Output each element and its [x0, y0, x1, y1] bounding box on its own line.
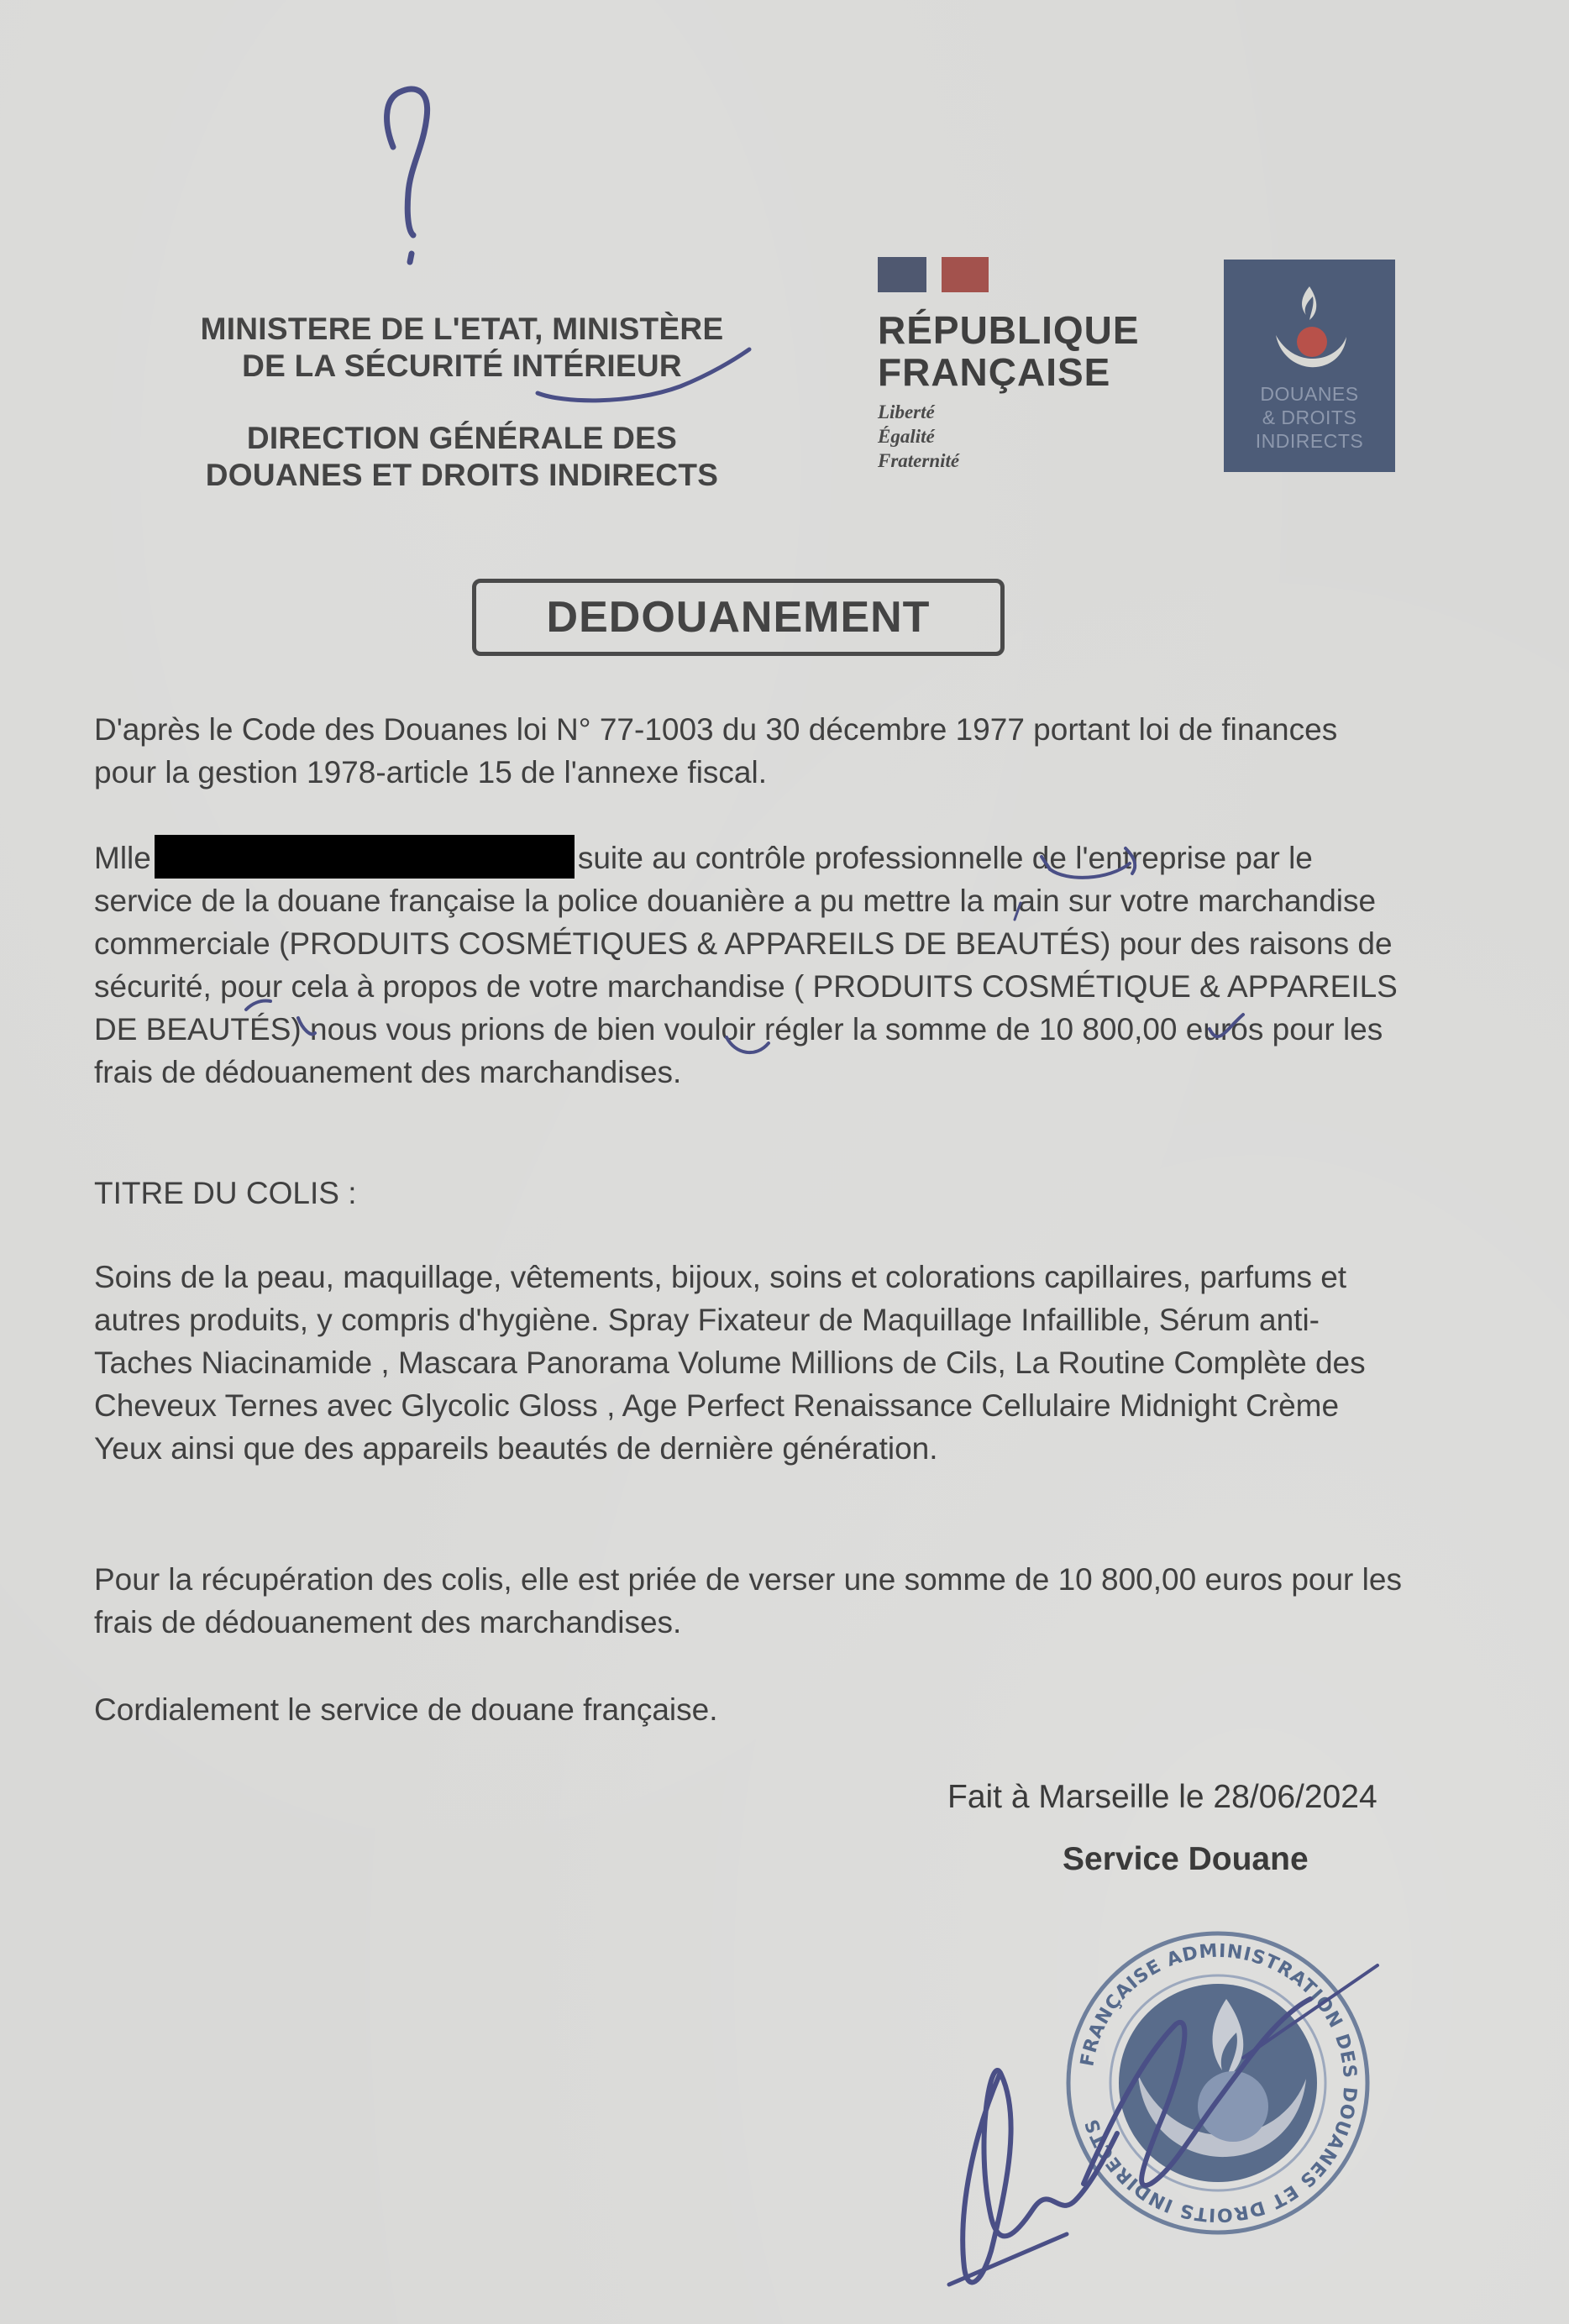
- dgddi-text-2: & DROITS: [1262, 407, 1357, 428]
- closing-line: Cordialement le service de douane française.: [94, 1692, 718, 1727]
- place-and-date: Fait à Marseille le 28/06/2024: [947, 1779, 1377, 1815]
- ministry-line-2: DE LA SÉCURITÉ INTÉRIEUR: [242, 349, 682, 383]
- handwritten-signature: [941, 1932, 1411, 2318]
- addressee-prefix: Mlle: [94, 841, 151, 875]
- motto-liberte: Liberté: [878, 401, 935, 422]
- svg-text:FRANÇAISE ADMINISTRATION DES D: FRANÇAISE ADMINISTRATION DES DOUANES ET DROITS INDIRECTS: [1077, 1940, 1361, 2226]
- motto-egalite: Égalité: [878, 426, 935, 447]
- handwritten-question-mark-icon: [370, 67, 454, 269]
- rf-title-line-1: RÉPUBLIQUE: [878, 308, 1140, 352]
- flame-grenade-icon: [1266, 276, 1353, 377]
- intro-paragraph: D'après le Code des Douanes loi N° 77-1003 du 30 décembre 1977 portant loi de finances pour la gestion 1978-article 15 de l'annexe fiscal.: [94, 712, 1338, 790]
- dgddi-text-1: DOUANES: [1260, 383, 1359, 405]
- direction-line-1: DIRECTION GÉNÉRALE DES: [246, 421, 678, 455]
- payment-request: Pour la récupération des colis, elle est priée de verser une somme de 10 800,00 euros pour les frais de dédouanement des marchandises.: [94, 1562, 1402, 1639]
- direction-line-2: DOUANES ET DROITS INDIRECTS: [205, 458, 719, 492]
- parcel-contents: Soins de la peau, maquillage, vêtements, bijoux, soins et colorations capillaires, parfums et autres produits, y compris d'hygiène. Spray Fixateur de Maquillage Infaillible, Sérum anti-Taches Niacinamide , Mascara Panorama Volume Millions de Cils, La Routine Complète des Cheveux Ternes avec Glycolic Gloss , Age Perfect Renaissance Cellulaire Midnight Crème Yeux ainsi que des appareils beautés de dernière génération.: [94, 1260, 1366, 1466]
- ministry-line-1: MINISTERE DE L'ETAT, MINISTÈRE: [200, 312, 724, 346]
- dgddi-text-3: INDIRECTS: [1255, 430, 1364, 452]
- document-title: DEDOUANEMENT: [472, 579, 1005, 656]
- main-paragraph-text: suite au contrôle professionnelle de l'entreprise par le service de la douane française la police douanière a pu mettre la main sur votre marchandise commerciale (PRODUITS COSMÉTIQUES & APPAREILS DE BEAUTÉS) pour des raisons de sécurité, pour cela à propos de votre marchandise ( PRODUITS COSMÉTIQUE & APPAREILS DE BEAUTÉS) nous vous prions de bien vouloir régler la somme de 10 800,00 euros pour les frais de dédouanement des marchandises.: [94, 841, 1398, 1089]
- service-name: Service Douane: [1063, 1841, 1309, 1877]
- republique-francaise-logo: [878, 252, 1180, 473]
- rf-title-line-2: FRANÇAISE: [878, 350, 1111, 394]
- parcel-heading: TITRE DU COLIS :: [94, 1176, 357, 1210]
- douanes-logo: [1224, 260, 1395, 472]
- marianne-flag-icon: [878, 252, 987, 292]
- motto-fraternite: Fraternité: [878, 450, 960, 471]
- pen-annotation-marks: [84, 823, 1428, 1075]
- pen-underline-mark: [529, 344, 764, 412]
